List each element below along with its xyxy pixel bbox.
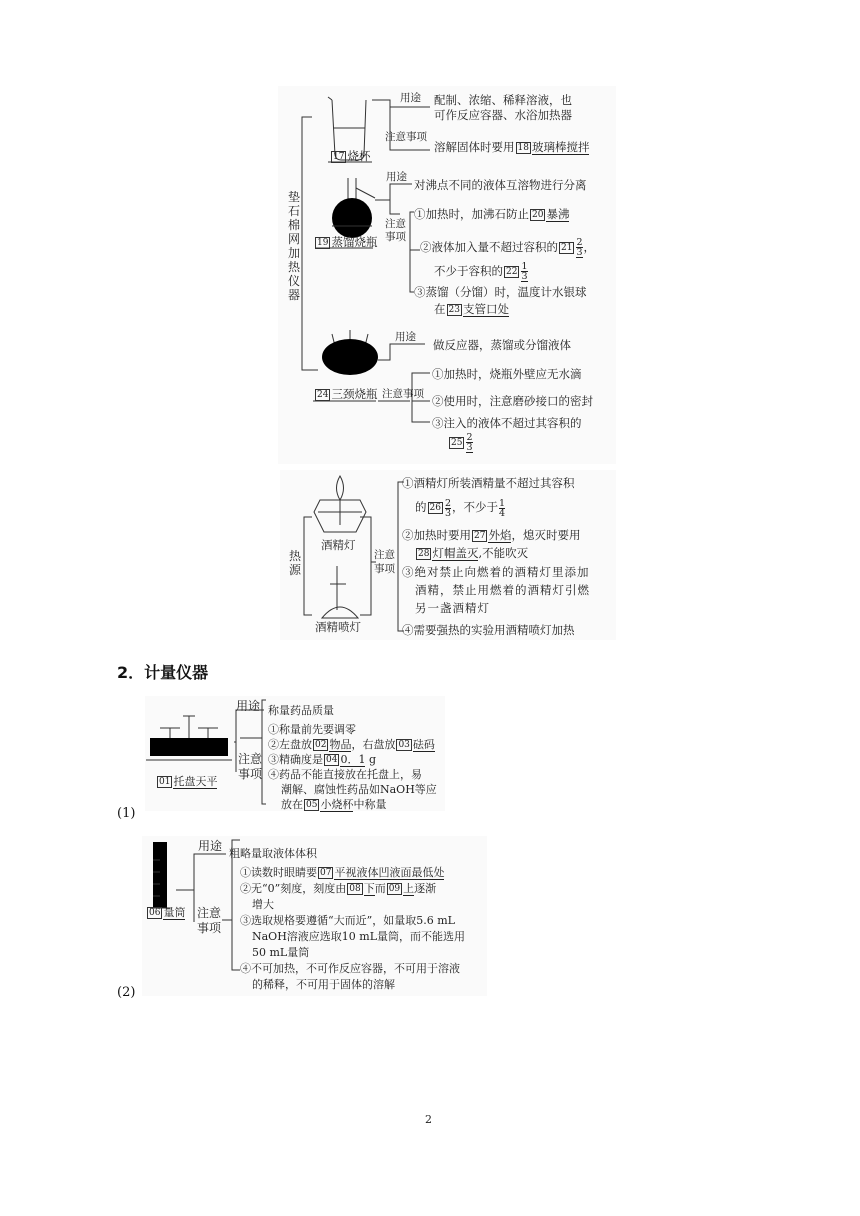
beaker-use-2: 可作反应容器、水浴加热器 [434, 108, 572, 122]
page-number: 2 [425, 1113, 432, 1126]
distill-flask-label: 19 蒸馏烧瓶 [317, 235, 378, 249]
use-label: 用途 [386, 171, 407, 183]
distill-use: 对沸点不同的液体互溶物进行分离 [414, 178, 587, 192]
notes-label: 注意事项 [385, 131, 427, 143]
balance-note-2: ②左盘放 02 物品，右盘放 03 砝码 [268, 738, 435, 751]
flame-icon [337, 476, 344, 500]
alcohol-lamp-label: 酒精灯 [321, 538, 356, 552]
balance-use: 称量药品质量 [268, 704, 334, 717]
use-label: 用途 [236, 699, 261, 713]
beaker-label: 17 烧杯 [333, 149, 371, 163]
three-neck-note-1: ①加热时，烧瓶外壁应无水滴 [432, 367, 582, 381]
balance-note-4c: 放在 05 小烧杯中称量 [281, 798, 387, 811]
balance-note-1: ①称量前先要调零 [268, 723, 356, 736]
notes-label: 注意 事项 [385, 218, 406, 243]
group-label-heat-source: 热 源 [288, 549, 301, 577]
notes-label: 注意 事项 [374, 549, 395, 575]
lamp-note-3: ③绝对禁止向燃着的酒精灯里添加 [402, 565, 590, 579]
cylinder-note-2: ②无“0”刻度，刻度由 08 下而 09 上逐渐 [240, 882, 437, 895]
three-neck-note-3: ③注入的液体不超过其容积的 [432, 416, 582, 430]
three-neck-flask-label: 24 三颈烧瓶 [317, 387, 378, 401]
cylinder-note-3: ③选取规格要遵循“大而近”，如量取5.6 mL [240, 914, 455, 927]
lamp-note-2: ②加热时要用 27 外焰，熄灭时要用 [402, 528, 581, 542]
section-heading: 2．计量仪器 [117, 663, 209, 682]
balance-note-3: ③精确度是 04 0．1 g [268, 753, 376, 766]
para-label-2: (2) [117, 985, 136, 1000]
use-label: 用途 [400, 92, 421, 104]
balance-label: 01 托盘天平 [159, 775, 218, 788]
beaker-use: 配制、浓缩、稀释溶液，也 [434, 93, 572, 107]
balance-icon [150, 738, 228, 756]
three-neck-note-2: ②使用时，注意磨砂接口的密封 [432, 394, 593, 408]
lamp-note-3c: 另一盏酒精灯 [415, 601, 490, 615]
three-neck-note-3b: 25 $\frac{2}{3}$ [451, 432, 473, 453]
cylinder-note-2b: 增大 [252, 898, 274, 911]
cylinder-label: 06 量筒 [149, 906, 186, 919]
para-label-1: (1) [117, 806, 136, 821]
cylinder-note-1: ①读数时眼睛要 07 平视液体凹液面最低处 [240, 866, 445, 879]
use-label: 用途 [395, 331, 416, 343]
lamp-note-1b: 的 26 $\frac{2}{3}$ ，不少于 $\frac{1}{4}$ [415, 497, 506, 519]
graduated-cylinder-icon [153, 842, 167, 908]
notes-label: 注意 事项 [197, 906, 222, 935]
group-label-heated-glassware: 垫 石 棉 网 加 热 仪 器 [287, 190, 300, 302]
distill-note-1: ①加热时，加沸石防止 20 暴沸 [414, 207, 570, 221]
notes-label: 注意事项 [382, 388, 424, 400]
blowlamp-label: 酒精喷灯 [315, 620, 361, 634]
cylinder-note-4: ④不可加热，不可作反应容器，不可用于溶液 [240, 962, 460, 975]
lamp-note-4: ④需要强热的实验用酒精喷灯加热 [402, 623, 575, 637]
distill-note-3: ③蒸馏（分馏）时，温度计水银球 [414, 285, 587, 299]
cylinder-note-4b: 的稀释，不可用于固体的溶解 [252, 978, 395, 991]
distill-note-2: ②液体加入量不超过容积的 21 $\frac{2}{3}$ ， [420, 237, 595, 258]
distill-note-2b: 不少于容积的 22 $\frac{1}{3}$ [434, 261, 528, 282]
use-label: 用途 [198, 839, 223, 853]
lamp-note-1: ①酒精灯所装酒精量不超过其容积 [402, 476, 575, 490]
distill-note-3b: 在 23 支管口处 [434, 302, 509, 316]
balance-note-4b: 潮解、腐蚀性药品如NaOH等应 [281, 783, 437, 796]
balance-note-4: ④药品不能直接放在托盘上，易 [268, 768, 422, 781]
lamp-note-3b: 酒精，禁止用燃着的酒精灯引燃 [415, 583, 590, 597]
three-neck-use: 做反应器，蒸馏或分馏液体 [433, 338, 571, 352]
lamp-note-2b: 28 灯帽盖灭,不能吹灭 [418, 546, 529, 560]
beaker-note: 溶解固体时要用 18 玻璃棒搅拌 [434, 140, 590, 154]
cylinder-note-3b: NaOH溶液应选取10 mL量筒，而不能选用 [252, 930, 466, 943]
notes-label: 注意 事项 [238, 752, 263, 781]
cylinder-note-3c: 50 mL量筒 [252, 946, 310, 959]
cylinder-use: 粗略量取液体体积 [229, 847, 317, 860]
